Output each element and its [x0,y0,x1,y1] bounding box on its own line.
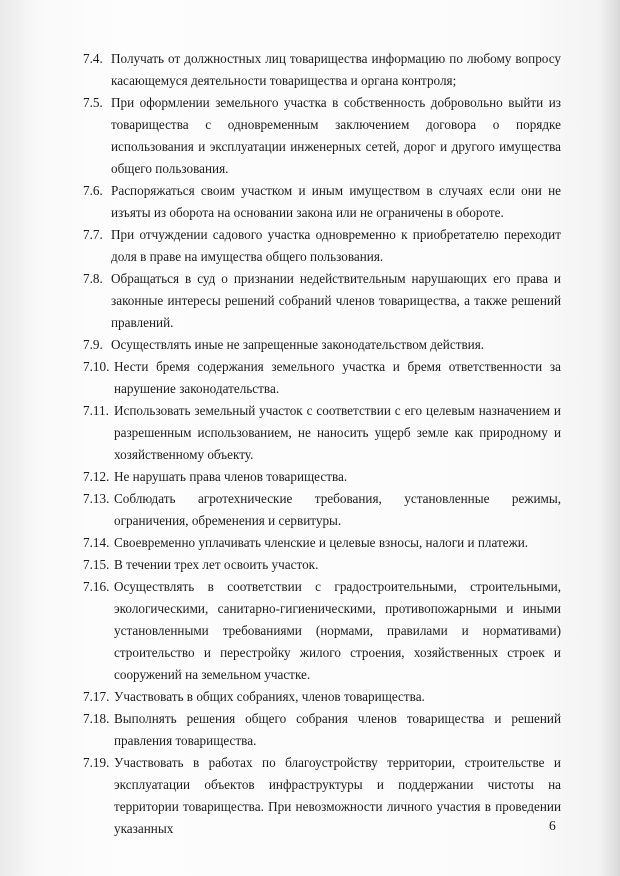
item-text: Использовать земельный участок с соответствии с его целевым назначением и разрешенным использованием, не наносить ущерб земле как природному и хозяйственному объекту. [114,403,561,462]
item-text: Осуществлять в соответствии с градостроительными, строительными, экологическими, санитарно-гигиеническими, противопожарными и иными установленными требованиями (нормами, правилами и нормативами) строительство и перестройку жилого строения, хозяйственных строек и сооружений на земельном участке. [114,579,561,682]
list-item [83,708,561,752]
item-text: Обращаться в суд о признании недействительным нарушающих его права и законные интересы решений собраний членов товарищества, а также решений правлений. [111,271,561,330]
item-number: 7.6. [83,183,103,198]
document-body [83,48,561,840]
item-number: 7.10. [83,359,110,374]
list-item [83,334,561,356]
list-item [83,532,561,554]
list-item [83,466,561,488]
list-item [83,488,561,532]
item-number: 7.9. [83,337,103,352]
list-item [83,686,561,708]
list-item [83,554,561,576]
list-item [83,356,561,400]
item-text: Соблюдать агротехнические требования, установленные режимы, ограничения, обременения и сервитуры. [114,491,561,528]
item-number: 7.18. [83,711,110,726]
item-text: Участвовать в работах по благоустройству территории, строительстве и эксплуатации объектов инфраструктуры и поддержании чистоты на территории товарищества. При невозможности личного участия в проведении указанных [114,755,561,836]
item-text: Осуществлять иные не запрещенные законодательством действия. [111,337,485,352]
item-text: Нести бремя содержания земельного участка и бремя ответственности за нарушение законодательства. [114,359,561,396]
item-number: 7.7. [83,227,103,242]
item-text: При отчуждении садового участка одновременно к приобретателю переходит доля в праве на имущества общего пользования. [111,227,561,264]
list-item [83,400,561,466]
item-number: 7.19. [83,755,110,770]
item-text: Не нарушать права членов товарищества. [114,469,348,484]
page-number: 6 [549,818,556,833]
item-text: В течении трех лет освоить участок. [114,557,319,572]
list-item [83,224,561,268]
list-item [83,92,561,180]
item-number: 7.8. [83,271,103,286]
item-text: Участвовать в общих собраниях, членов товарищества. [114,689,425,704]
page-edge-shadow [598,0,620,876]
item-number: 7.16. [83,579,110,594]
item-number: 7.5. [83,95,103,110]
list-item [83,48,561,92]
list-item [83,576,561,686]
list-item [83,752,561,840]
item-text: Своевременно уплачивать членские и целевые взносы, налоги и платежи. [114,535,529,550]
item-number: 7.17. [83,689,110,704]
item-text: Получать от должностных лиц товарищества информацию по любому вопросу касающемуся деятельности товарищества и органа контроля; [111,51,561,88]
item-number: 7.11. [83,403,109,418]
item-text: Выполнять решения общего собрания членов товарищества и решений правления товарищества. [114,711,561,748]
item-number: 7.14. [83,535,110,550]
item-text: При оформлении земельного участка в собственность добровольно выйти из товарищества с одновременным заключением договора о порядке использования и эксплуатации инженерных сетей, дорог и другого имущества общего пользования. [111,95,561,176]
item-number: 7.12. [83,469,110,484]
item-number: 7.4. [83,51,103,66]
list-item [83,180,561,224]
item-number: 7.15. [83,557,110,572]
item-text: Распоряжаться своим участком и иным имуществом в случаях если они не изъяты из оборота на основании закона или не ограничены в обороте. [111,183,561,220]
item-number: 7.13. [83,491,110,506]
list-item [83,268,561,334]
